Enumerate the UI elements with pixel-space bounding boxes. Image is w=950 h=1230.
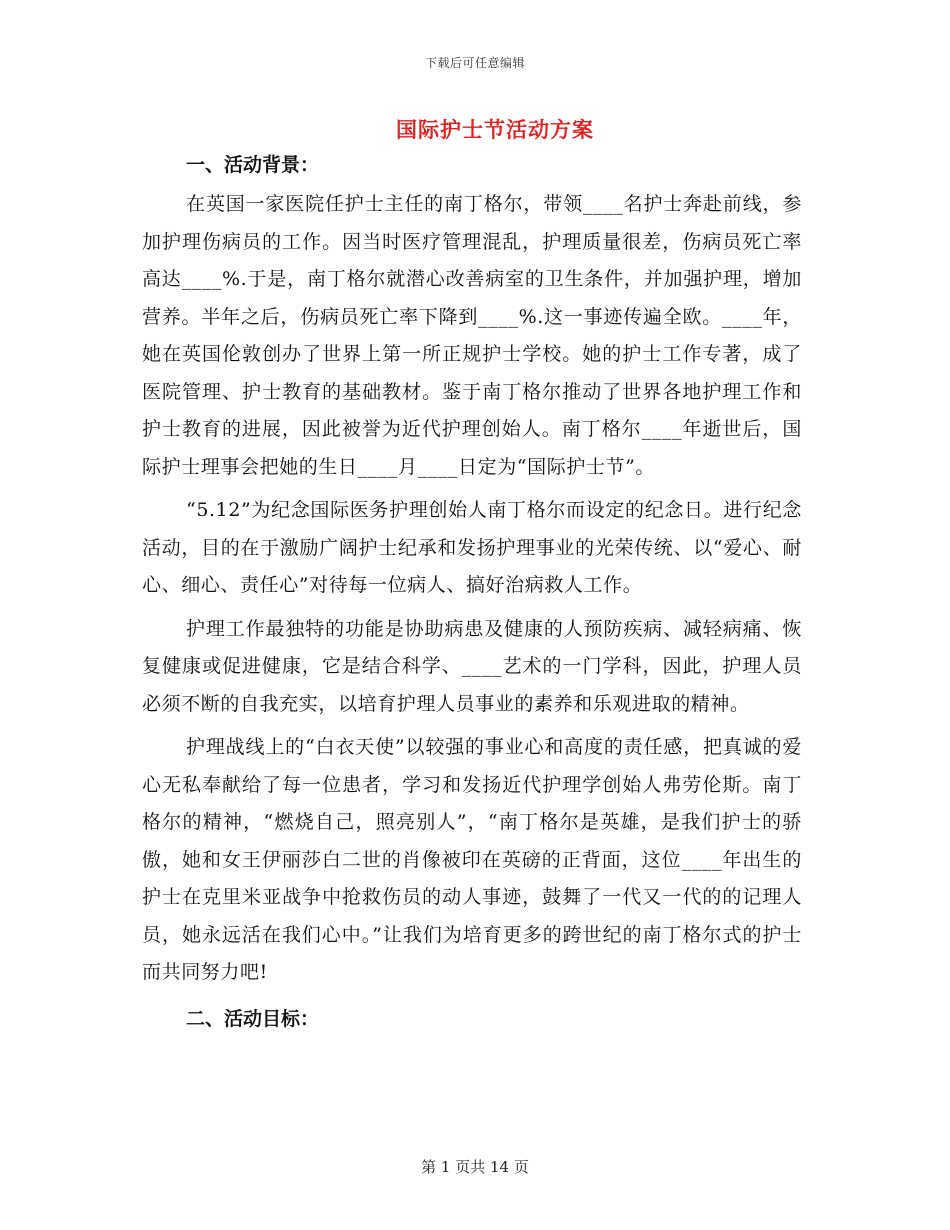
section-heading-background: 一、活动背景： — [186, 154, 320, 176]
paragraph-512-purpose: “5.12”为纪念国际医务护理创始人南丁格尔而设定的纪念日。进行纪念活动，目的在于激励广阔护士纪承和发扬护理事业的光荣传统、以“爱心、耐心、细心、责任心”对待每一位病人、搞好治病救人工作。 — [142, 499, 802, 596]
page-header-note: 下载后可任意编辑 — [424, 56, 525, 70]
document-title: 国际护士节活动方案 — [396, 117, 594, 142]
paragraph-white-angels: 护理战线上的“白衣天使”以较强的事业心和高度的责任感，把真诚的爱心无私奉献给了每一位患者，学习和发扬近代护理学创始人弗劳伦斯。南丁格尔的精神，“燃烧自己，照亮别人”，“南丁格尔是英雄，是我们护士的骄傲，她和女王伊丽莎白二世的肖像被印在英磅的正背面，这位____年出生的护士在克里米亚战争中抢救伤员的动人事迹，鼓舞了一代又一代的的记理人员，她永远活在我们心中。”让我们为培育更多的跨世纪的南丁格尔式的护士而共同努力吧! — [142, 736, 802, 983]
paragraph-nightingale-history: 在英国一家医院任护士主任的南丁格尔，带领____名护士奔赴前线，参加护理伤病员的工作。因当时医疗管理混乱，护理质量很差，伤病员死亡率高达____%.于是，南丁格尔就潜心改善病室的卫生条件，并加强护理，增加营养。半年之后，伤病员死亡率下降到____%.这一事迹传遍全欧。____年，她在英国伦敦创办了世界上第一所正规护士学校。她的护士工作专著，成了医院管理、护士教育的基础教材。鉴于南丁格尔推动了世界各地护理工作和护士教育的进展，因此被誉为近代护理创始人。南丁格尔____年逝世后，国际护士理事会把她的生日____月____日定为“国际护士节”。 — [142, 193, 802, 478]
page-footer-indicator: 第 1 页共 14 页 — [421, 1158, 529, 1176]
section-heading-goals: 二、活动目标： — [186, 1007, 320, 1030]
document-body — [142, 150, 802, 1042]
paragraph-nursing-function: 护理工作最独特的功能是协助病患及健康的人预防疾病、减轻病痛、恢复健康或促进健康，它是结合科学、____艺术的一门学科，因此，护理人员必须不断的自我充实，以培育护理人员事业的素养和乐观进取的精神。 — [142, 617, 802, 715]
